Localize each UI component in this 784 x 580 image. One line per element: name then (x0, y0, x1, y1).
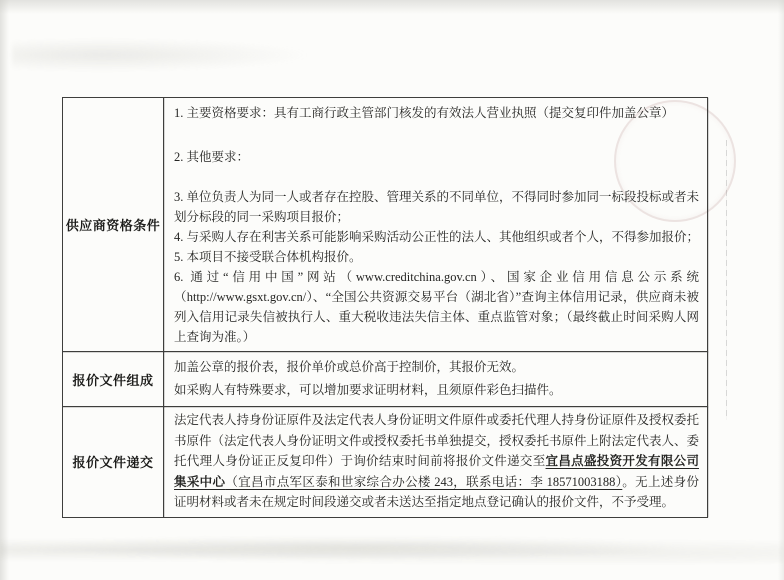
row-label-quotation-composition: 报价文件组成 (63, 352, 164, 407)
qualification-item-6: 6. 通过“信用中国”网站（www.creditchina.gov.cn）、国家企业信用信息公示系统（http://www.gsxt.gov.cn/）、“全国公共资源交易平台（湖北省）”查询主体信用记录，供应商未被列入信用记录失信被执行人、重大税收违法失信主体、重点监管对象；（最终截止时间采购人网上查询为准。） (174, 270, 699, 344)
scan-edge-left (0, 0, 9, 580)
submission-paragraph (174, 410, 699, 513)
row-label-quotation-submission: 报价文件递交 (63, 407, 164, 518)
qualification-item-5: 5. 本项目不接受联合体机构报价。 (174, 250, 362, 264)
cell-supplier-qualification-content (164, 98, 708, 352)
composition-line-1: 加盖公章的报价表，报价单价或总价高于控制价，其报价无效。 (174, 360, 525, 374)
submission-text-before: 法定代表人持身份证原件及法定代表人身份证明文件原件或委托代理人持身份证原件及授权委托书原件（法定代表人身份证明文件或授权委托书单独提交，授权委托书原件上附法定代表人、委托代理人身份证正反复印件）于询价结束时间前将报价文件递交至 (174, 413, 700, 468)
quotation-requirements-table (62, 97, 708, 518)
table-row-quotation-submission (63, 407, 708, 518)
scan-edge-right (778, 0, 784, 580)
qualification-item-3: 3. 单位负责人为同一人或者存在控股、管理关系的不同单位，不得同时参加同一标段投标或者未划分标段的同一采购项目报价； (174, 190, 700, 224)
qualification-item-4: 4. 与采购人存在利害关系可能影响采购活动公正性的法人、其他组织或者个人，不得参加报价； (174, 230, 700, 244)
composition-line-2: 如采购人有特殊要求，可以增加要求证明材料，且须原件彩色扫描件。 (174, 383, 562, 397)
row-label-supplier-qualification: 供应商资格条件 (63, 98, 164, 352)
submission-company-name: 宜昌点盛投资开发有限公司集采中心 (174, 454, 699, 489)
submission-text-after: 。无上述身份证明材料或者未在规定时间段递交或者未送达至指定地点登记确认的报价文件，不予受理。 (174, 474, 699, 509)
scan-edge-top (0, 0, 784, 14)
qualification-item-2: 2. 其他要求： (174, 150, 250, 164)
table-row-quotation-composition (63, 352, 708, 407)
table-row-supplier-qualification (63, 98, 708, 352)
scan-bottom-band (0, 536, 784, 564)
qualification-item-1: 1. 主要资格要求：具有工商行政主管部门核发的有效法人营业执照（提交复印件加盖公章） (174, 106, 675, 120)
cell-quotation-composition-content (164, 352, 708, 407)
scan-artifact-line (726, 140, 727, 420)
cell-quotation-submission-content (164, 407, 708, 518)
scan-smudge (12, 38, 312, 72)
submission-address-phone: （宜昌市点军区泰和世家综合办公楼 243，联系电话：李 18571003188） (225, 474, 623, 489)
